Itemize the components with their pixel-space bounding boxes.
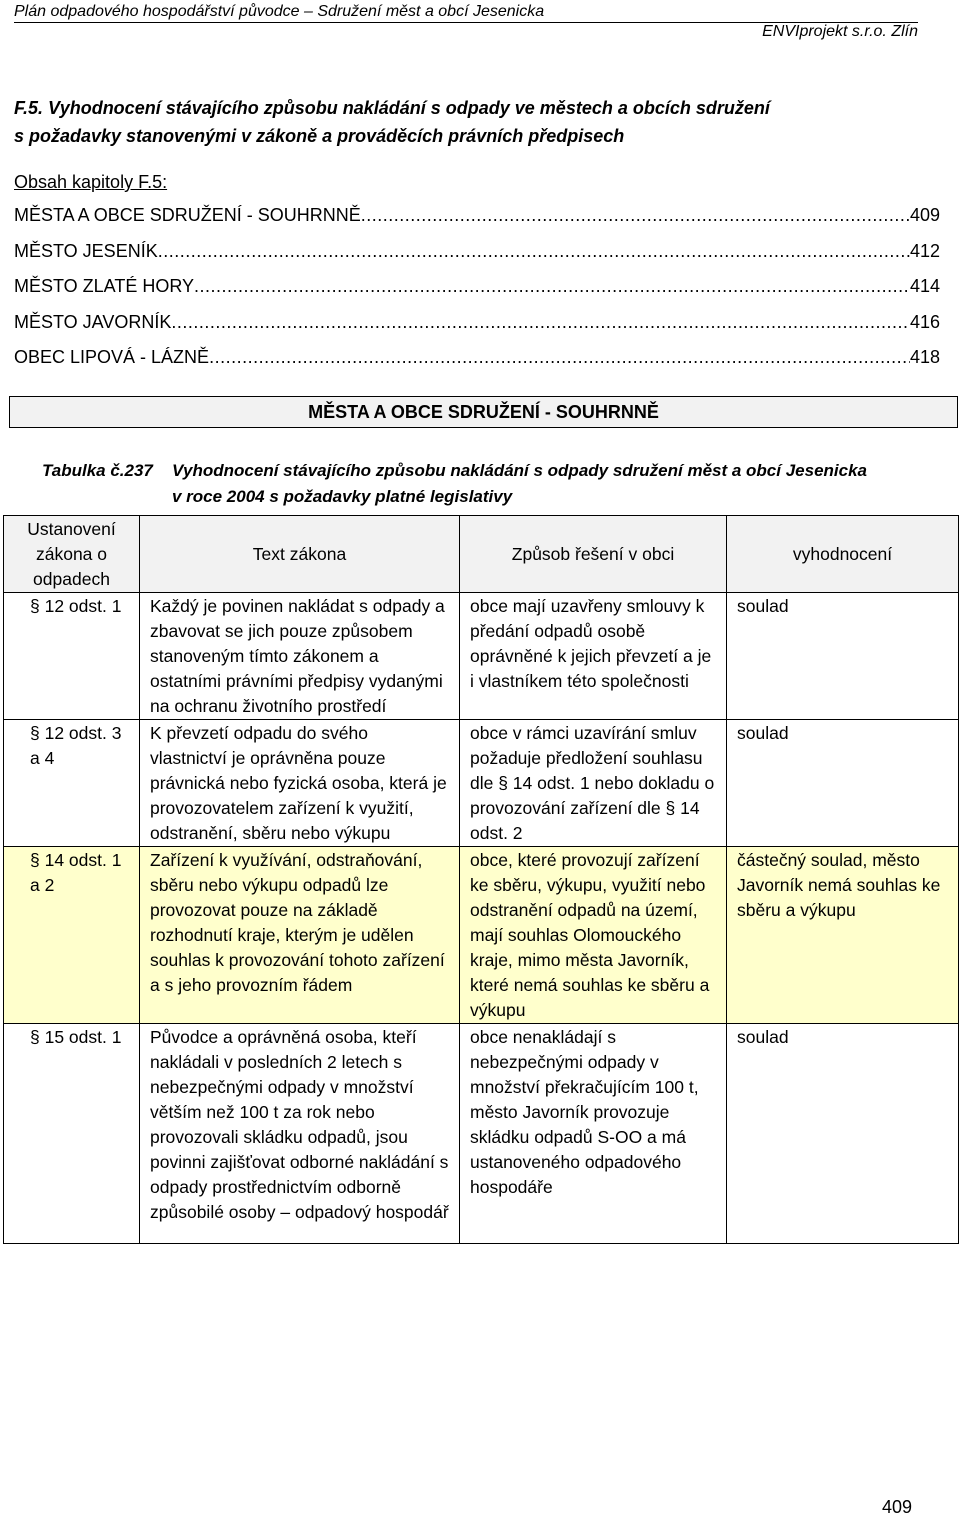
table-caption-number: Tabulka č.237 xyxy=(42,461,153,480)
cell-provision: § 14 odst. 1 a 2 xyxy=(4,847,140,1024)
chapter-title-line-1: F.5. Vyhodnocení stávajícího způsobu nakládání s odpady ve městech a obcích sdružení xyxy=(14,98,770,118)
toc-leader-dots xyxy=(209,340,910,375)
page-number: 409 xyxy=(881,1497,912,1517)
section-heading: MĚSTA A OBCE SDRUŽENÍ - SOUHRNNĚ xyxy=(9,396,958,428)
toc-entry-page[interactable]: 412 xyxy=(909,240,940,261)
table-caption-line-1: Vyhodnocení stávajícího způsobu nakládání s odpady sdružení měst a obcí Jesenicka xyxy=(172,461,867,480)
cell-solution: obce nenakládají s nebezpečnými odpady v množství překračujícím 100 t, město Javorník provozuje skládku odpadů S-OO a má ustanoveného odpadového hospodáře xyxy=(460,1024,727,1244)
toc-entry-label[interactable]: MĚSTO JAVORNÍK xyxy=(14,311,172,332)
column-header-evaluation: vyhodnocení xyxy=(727,516,959,593)
chapter-title xyxy=(14,94,934,150)
chapter-title-line-2: s požadavky stanovenými v zákoně a prováděcích právních předpisech xyxy=(14,126,625,146)
cell-solution: obce, které provozují zařízení ke sběru, výkupu, využití nebo odstranění odpadů na území, mají souhlas Olomouckého kraje, mimo města Javorník, které nemá souhlas ke sběru a výkupu xyxy=(460,847,727,1024)
toc-leader-dots xyxy=(171,305,910,340)
cell-evaluation: částečný soulad, město Javorník nemá souhlas ke sběru a výkupu xyxy=(727,847,959,1024)
toc-entry-page[interactable]: 416 xyxy=(909,311,940,332)
cell-law-text: K převzetí odpadu do svého vlastnictví je oprávněna pouze právnická nebo fyzická osoba, která je provozovatelem zařízení k využití, odstranění, sběru nebo výkupu xyxy=(140,720,460,847)
column-header-solution: Způsob řešení v obci xyxy=(460,516,727,593)
toc-entry[interactable] xyxy=(14,234,940,270)
cell-evaluation: soulad xyxy=(727,1024,959,1244)
cell-evaluation: soulad xyxy=(727,593,959,720)
table-caption-text xyxy=(172,458,942,510)
toc-entry-label[interactable]: MĚSTA A OBCE SDRUŽENÍ - SOUHRNNĚ xyxy=(14,205,361,225)
table-caption-line-2: v roce 2004 s požadavky platné legislativy xyxy=(172,487,513,506)
cell-solution: obce v rámci uzavírání smluv požaduje předložení souhlasu dle § 14 odst. 1 nebo dokladu o provozování zařízení dle § 14 odst. 2 xyxy=(460,720,727,847)
toc-heading: Obsah kapitoly F.5: xyxy=(14,172,168,192)
cell-provision: § 12 odst. 1 xyxy=(4,593,140,720)
toc-leader-dots xyxy=(194,269,910,304)
column-header-provision: Ustanovení zákona o odpadech xyxy=(4,516,140,593)
toc-entry-page[interactable]: 414 xyxy=(909,276,940,296)
toc-entry-label[interactable]: OBEC LIPOVÁ - LÁZNĚ xyxy=(14,347,210,367)
toc-entry[interactable] xyxy=(14,340,940,376)
toc-entry-page[interactable]: 418 xyxy=(909,347,940,367)
table-header-row xyxy=(4,516,959,593)
table-row xyxy=(4,1024,959,1244)
cell-provision: § 15 odst. 1 xyxy=(4,1024,140,1244)
toc-leader-dots xyxy=(361,198,910,233)
legislation-compliance-table xyxy=(3,515,959,1244)
table-of-contents xyxy=(14,198,940,376)
table-row xyxy=(4,720,959,847)
cell-solution: obce mají uzavřeny smlouvy k předání odpadů osobě oprávněné k jejich převzetí a je i vlastníkem této společnosti xyxy=(460,593,727,720)
toc-entry[interactable] xyxy=(14,305,940,341)
column-header-law-text: Text zákona xyxy=(140,516,460,593)
toc-entry[interactable] xyxy=(14,198,940,234)
cell-law-text: Zařízení k využívání, odstraňování, sběru nebo výkupu odpadů lze provozovat pouze na základě rozhodnutí kraje, kterým je udělen souhlas k provozování tohoto zařízení a s jeho provozním řádem xyxy=(140,847,460,1024)
cell-provision: § 12 odst. 3 a 4 xyxy=(4,720,140,847)
cell-law-text: Každý je povinen nakládat s odpady a zbavovat se jich pouze způsobem stanoveným tímto zákonem a ostatními právními předpisy vydanými na ochranu životního prostředí xyxy=(140,593,460,720)
toc-entry-page[interactable]: 409 xyxy=(909,205,940,225)
toc-leader-dots xyxy=(158,234,910,269)
running-header-company: ENVIprojekt s.r.o. Zlín xyxy=(762,23,918,40)
cell-evaluation: soulad xyxy=(727,720,959,847)
toc-entry-label[interactable]: MĚSTO JESENÍK xyxy=(14,240,158,261)
cell-law-text: Původce a oprávněná osoba, kteří nakládali v posledních 2 letech s nebezpečnými odpady v množství větším než 100 t za rok nebo provozovali skládku odpadů, jsou povinni zajišťovat odborné nakládání s odpady prostřednictvím odborně způsobilé osoby – odpadový hospodář xyxy=(140,1024,460,1244)
toc-entry[interactable] xyxy=(14,269,940,305)
table-row xyxy=(4,593,959,720)
running-header-title: Plán odpadového hospodářství původce – Sdružení měst a obcí Jesenicka xyxy=(14,3,545,20)
toc-entry-label[interactable]: MĚSTO ZLATÉ HORY xyxy=(14,276,195,296)
table-row-highlighted xyxy=(4,847,959,1024)
